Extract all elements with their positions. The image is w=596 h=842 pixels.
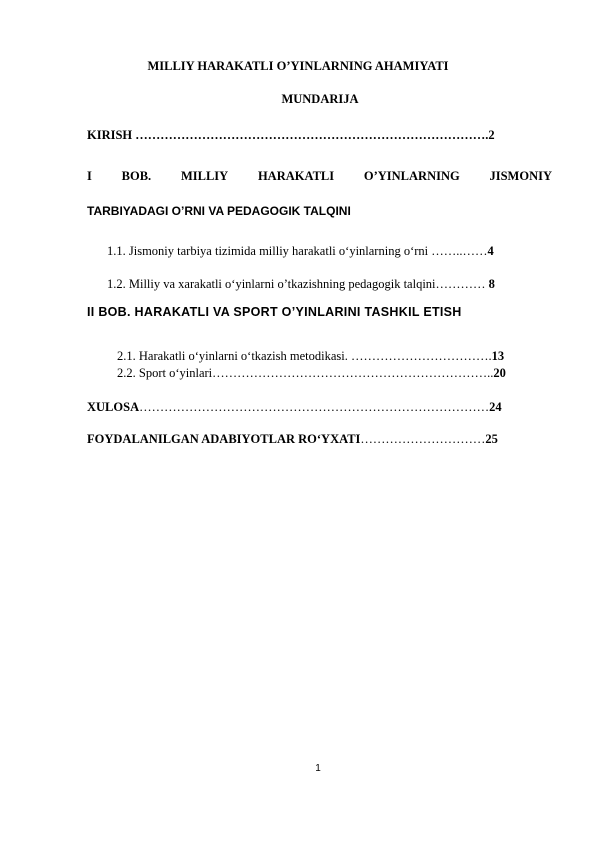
toc-entry-page: 25 <box>485 432 498 446</box>
toc-entry-1-2 <box>107 277 495 292</box>
toc-entry-2-2 <box>117 366 506 381</box>
toc-entry-dots: ………………………………………………………….. <box>212 366 494 380</box>
toc-entry-page: 13 <box>491 349 505 363</box>
toc-chapter-1-line-1 <box>87 169 552 184</box>
toc-entry-references <box>87 432 498 447</box>
page-number: 1 <box>315 763 321 774</box>
chapter-1-word: BOB. <box>121 169 152 183</box>
toc-entry-page: 20 <box>493 366 506 380</box>
chapter-1-word: JISMONIY <box>489 169 552 183</box>
toc-entry-page: 2 <box>488 128 495 142</box>
toc-entry-2-1 <box>117 349 504 364</box>
toc-entry-dots: ………… <box>435 277 489 291</box>
toc-entry-intro <box>87 128 495 143</box>
toc-entry-page: 24 <box>489 400 502 414</box>
chapter-1-word: O’YINLARNING <box>363 169 460 183</box>
chapter-1-word: MILLIY <box>180 169 229 183</box>
toc-entry-dots: ………………………………………………………………………… <box>139 400 490 414</box>
toc-heading: MUNDARIJA <box>281 92 359 106</box>
toc-entry-label: 1.1. Jismoniy tarbiya tizimida milliy harakatli o‘yinlarning o‘rni <box>107 244 429 258</box>
toc-entry-dots: …………………………………………………………………………. <box>132 128 489 142</box>
toc-entry-page: 4 <box>487 244 494 258</box>
toc-entry-dots: ………………………… <box>360 432 486 446</box>
toc-chapter-1-line-2: TARBIYADAGI O’RNI VA PEDAGOGIK TALQINI <box>87 204 351 218</box>
toc-entry-conclusion <box>87 400 502 415</box>
toc-entry-dots: ……..…… <box>428 244 488 258</box>
toc-entry-label: KIRISH <box>87 128 133 142</box>
toc-entry-page: 8 <box>488 277 495 291</box>
toc-entry-label: FOYDALANILGAN ADABIYOTLAR RO‘YXATI <box>87 432 361 446</box>
toc-entry-label: 1.2. Milliy va xarakatli o‘yinlarni o’tkazishning pedagogik talqini <box>107 277 436 291</box>
chapter-1-word: HARAKATLI <box>257 169 335 183</box>
document-title: MILLIY HARAKATLI O’YINLARNING AHAMIYATI <box>147 59 449 73</box>
chapter-1-word: I <box>87 169 92 183</box>
toc-chapter-2: II BOB. HARAKATLI VA SPORT O’YINLARINI TASHKIL ETISH <box>87 305 462 319</box>
toc-entry-label: XULOSA <box>87 400 140 414</box>
toc-entry-1-1 <box>107 244 494 259</box>
toc-entry-label: 2.1. Harakatli o‘yinlarni o‘tkazish metodikasi. <box>117 349 348 363</box>
toc-entry-label: 2.2. Sport o‘yinlari <box>117 366 213 380</box>
toc-entry-dots: ……………………………. <box>347 349 492 363</box>
